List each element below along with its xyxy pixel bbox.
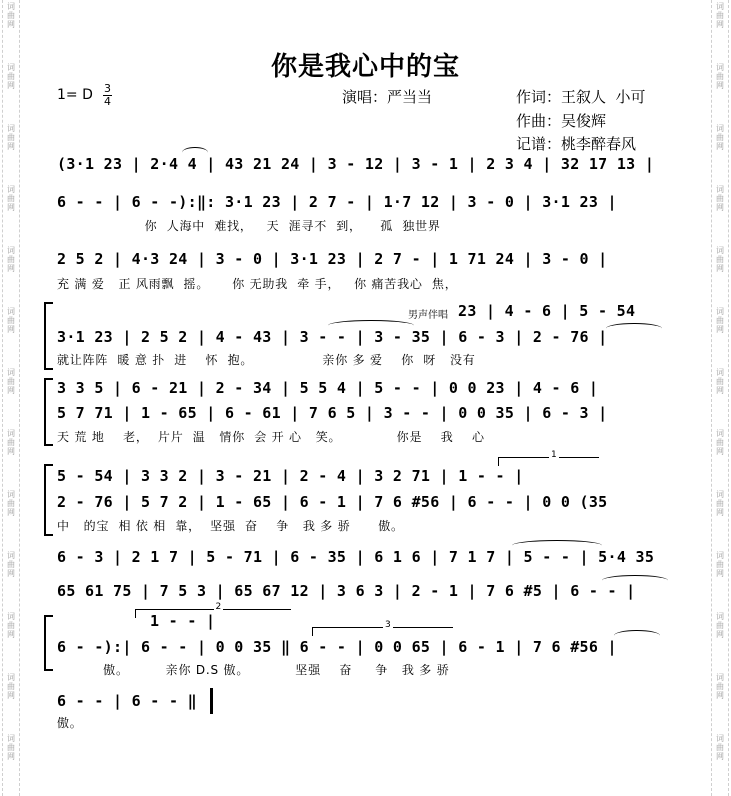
score-line-10: 6 - - | 6 - - ‖: [57, 692, 197, 710]
lyric-line-4: 就让阵阵 暖 意 扑 进 怀 抱。 亲你 多 爱 你 呀 没有: [57, 353, 476, 367]
slur-mark: [512, 540, 602, 551]
right-watermark-strip: [711, 0, 729, 796]
watermark-text: 词 曲 网: [7, 368, 15, 395]
watermark-text: 词 曲 网: [716, 429, 724, 456]
slur-mark: [182, 147, 208, 158]
system-brace: [44, 378, 53, 446]
lyric-line-3: 充 满 爱 正 风雨飘 摇。 你 无助我 牵 手， 你 痛苦我心 焦，: [57, 277, 458, 291]
volta-number: 1: [551, 450, 557, 460]
song-title: 你是我心中的宝: [270, 52, 460, 82]
watermark-text: 词 曲 网: [7, 63, 15, 90]
volta-bracket-1: [498, 450, 599, 466]
watermark-text: 词 曲 网: [716, 246, 724, 273]
lyric-line-9: 傲。 亲你 D.S 傲。 坚强 奋 争 我 多 骄: [57, 663, 450, 677]
watermark-text: 词 曲 网: [7, 429, 15, 456]
watermark-text: 词 曲 网: [7, 124, 15, 151]
transcriber-credit: 记谱：桃李醉春风: [516, 135, 637, 153]
lyric-line-2: 你 人海中 难找， 天 涯寻不 到， 孤 独世界: [57, 219, 441, 233]
lyricist-credit: 作词：王叙人 小可: [516, 88, 646, 106]
watermark-text: 词 曲 网: [716, 368, 724, 395]
singer-credit: 演唱：严当当: [342, 88, 433, 106]
score-line-4: 3·1 23 | 2 5 2 | 4 - 43 | 3 - - | 3 - 35 | 6 - 3 | 2 - 76 |: [57, 328, 608, 346]
watermark-text: 词 曲 网: [7, 185, 15, 212]
backing-vocal-note: 男声伴唱: [408, 310, 448, 321]
score-line-9-upper: 1 - - |: [150, 612, 216, 630]
final-barline: [210, 688, 213, 714]
watermark-text: 词 曲 网: [716, 490, 724, 517]
score-line-5: 5 7 71 | 1 - 65 | 6 - 61 | 7 6 5 | 3 - - | 0 0 35 | 6 - 3 |: [57, 404, 608, 422]
watermark-text: 词 曲 网: [7, 246, 15, 273]
watermark-text: 词 曲 网: [7, 734, 15, 761]
watermark-text: 词 曲 网: [716, 734, 724, 761]
score-line-3: 2 5 2 | 4·3 24 | 3 - 0 | 3·1 23 | 2 7 - | 1 71 24 | 3 - 0 |: [57, 250, 608, 268]
watermark-text: 词 曲 网: [7, 2, 15, 29]
composer-credit: 作曲：吴俊辉: [516, 112, 607, 130]
watermark-text: 词 曲 网: [716, 612, 724, 639]
lyric-line-10: 傲。: [57, 716, 83, 730]
watermark-text: 词 曲 网: [7, 551, 15, 578]
time-signature-bottom: 4: [104, 95, 111, 108]
volta-bracket-3: [312, 620, 453, 636]
watermark-text: 词 曲 网: [716, 185, 724, 212]
system-brace: [44, 302, 53, 370]
score-line-8: 65 61 75 | 7 5 3 | 65 67 12 | 3 6 3 | 2 - 1 | 7 6 #5 | 6 - - |: [57, 582, 636, 600]
key-signature: 1= D: [57, 87, 93, 103]
watermark-text: 词 曲 网: [7, 490, 15, 517]
volta-number: 3: [385, 620, 391, 630]
watermark-text: 词 曲 网: [716, 673, 724, 700]
slur-mark: [606, 323, 662, 334]
watermark-text: 词 曲 网: [716, 307, 724, 334]
slur-mark: [328, 320, 414, 331]
system-brace: [44, 464, 53, 536]
left-watermark-strip: [2, 0, 20, 796]
watermark-text: 词 曲 网: [716, 63, 724, 90]
watermark-text: 词 曲 网: [7, 612, 15, 639]
time-signature-top: 3: [104, 82, 111, 95]
watermark-text: 词 曲 网: [7, 673, 15, 700]
score-line-5-upper: 3 3 5 | 6 - 21 | 2 - 34 | 5 5 4 | 5 - - | 0 0 23 | 4 - 6 |: [57, 379, 599, 397]
watermark-text: 词 曲 网: [7, 307, 15, 334]
score-line-9: 6 - -):| 6 - - | 0 0 35 ‖ 6 - - | 0 0 65 | 6 - 1 | 7 6 #56 |: [57, 638, 617, 656]
watermark-text: 词 曲 网: [716, 2, 724, 29]
slur-mark: [614, 630, 660, 641]
score-line-7: 6 - 3 | 2 1 7 | 5 - 71 | 6 - 35 | 6 1 6 | 7 1 7 | 5 - - | 5·4 35: [57, 548, 655, 566]
watermark-text: 词 曲 网: [716, 124, 724, 151]
volta-number: 2: [215, 602, 222, 612]
lyric-line-6: 中 的宝 相 依 相 靠， 坚强 奋 争 我 多 骄 傲。: [57, 519, 404, 533]
score-line-6: 2 - 76 | 5 7 2 | 1 - 65 | 6 - 1 | 7 6 #56 | 6 - - | 0 0 (35: [57, 493, 608, 511]
score-line-1: (3·1 23 | 2·4 4 | 43 21 24 | 3 - 12 | 3 - 1 | 2 3 4 | 32 17 13 |: [57, 155, 655, 173]
score-line-6-upper: 5 - 54 | 3 3 2 | 3 - 21 | 2 - 4 | 3 2 71 | 1 - - |: [57, 467, 524, 485]
lyric-line-5: 天 荒 地 老， 片片 温 情你 会 开 心 笑。 你是 我 心: [57, 430, 485, 444]
system-brace: [44, 615, 53, 671]
score-line-4-upper: 23 | 4 - 6 | 5 - 54: [458, 302, 636, 320]
watermark-text: 词 曲 网: [716, 551, 724, 578]
slur-mark: [602, 575, 668, 586]
time-signature: [103, 84, 112, 107]
score-line-2: 6 - - | 6 - -):‖: 3·1 23 | 2 7 - | 1·7 12 | 3 - 0 | 3·1 23 |: [57, 193, 617, 211]
